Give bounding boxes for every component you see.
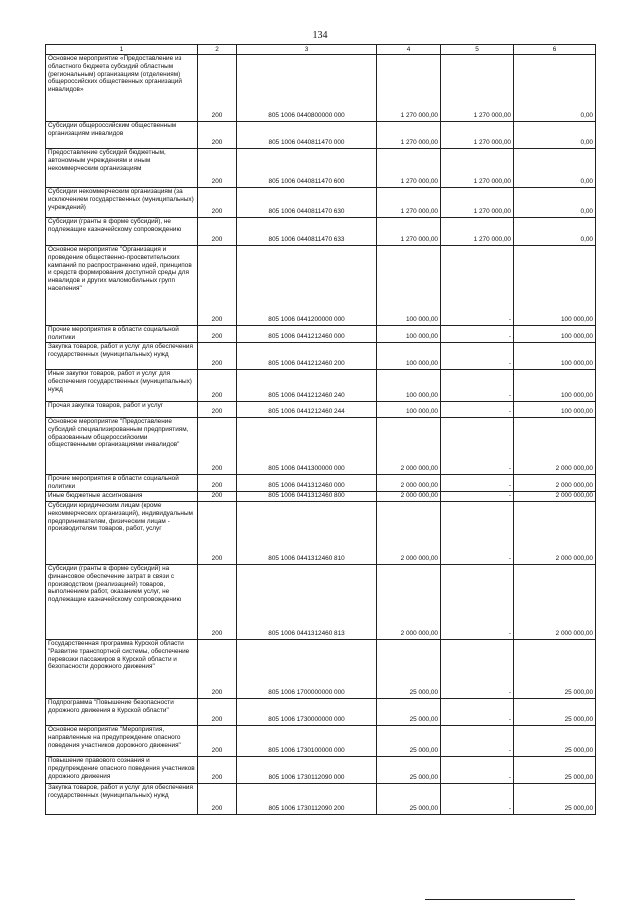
amount-cell: 2 000 000,00 xyxy=(377,475,441,492)
amount-cell: 0,00 xyxy=(514,218,596,246)
table-row xyxy=(46,475,596,492)
row-label: Прочая закупка товаров, работ и услуг xyxy=(46,402,198,418)
row-label: Прочие мероприятия в области социальной политики xyxy=(46,326,198,343)
budget-code-cell: 805 1006 0440811470 633 xyxy=(237,218,377,246)
table-row xyxy=(46,726,596,757)
table-row xyxy=(46,246,596,326)
table-row xyxy=(46,370,596,402)
budget-code-cell: 805 1006 0441312460 800 xyxy=(237,492,377,502)
amount-cell: 0,00 xyxy=(514,55,596,122)
amount-cell: - xyxy=(441,326,514,343)
table-row xyxy=(46,418,596,475)
amount-cell: 25 000,00 xyxy=(377,726,441,757)
row-label: Предоставление субсидий бюджетным, автономным учреждениям и иным некоммерческим организациям xyxy=(46,149,198,188)
column-2-cell: 200 xyxy=(198,757,237,784)
row-label: Субсидии (гранты в форме субсидий) на финансовое обеспечение затрат в связи с производством (реализацией) товаров, выполнением работ, оказанием услуг, не подлежащие казначейскому сопровождению xyxy=(46,565,198,640)
amount-cell: 1 270 000,00 xyxy=(377,188,441,218)
column-2-cell: 200 xyxy=(198,122,237,149)
amount-cell: - xyxy=(441,475,514,492)
row-label: Подпрограмма "Повышение безопасности дорожного движения в Курской области" xyxy=(46,699,198,726)
amount-cell: 25 000,00 xyxy=(514,784,596,815)
column-2-cell: 200 xyxy=(198,565,237,640)
budget-code-cell: 805 1006 0441212460 244 xyxy=(237,402,377,418)
row-label: Субсидии юридическим лицам (кроме некоммерческих организаций), индивидуальным предпринимателям, физическим лицам - производителям товаров, работ, услуг xyxy=(46,502,198,565)
budget-code-cell: 805 1006 1730100000 000 xyxy=(237,726,377,757)
amount-cell: 1 270 000,00 xyxy=(377,122,441,149)
row-label: Иные закупки товаров, работ и услуг для обеспечения государственных (муниципальных) нужд xyxy=(46,370,198,402)
amount-cell: - xyxy=(441,402,514,418)
row-label: Основное мероприятие "Мероприятия, направленные на предупреждение опасного поведения участников дорожного движения" xyxy=(46,726,198,757)
column-2-cell: 200 xyxy=(198,502,237,565)
amount-cell: - xyxy=(441,757,514,784)
row-label: Повышение правового сознания и предупреждение опасного поведения участников дорожного движения xyxy=(46,757,198,784)
budget-code-cell: 805 1006 0441312460 813 xyxy=(237,565,377,640)
amount-cell: 100 000,00 xyxy=(377,326,441,343)
amount-cell: 1 270 000,00 xyxy=(441,122,514,149)
column-2-cell: 200 xyxy=(198,726,237,757)
budget-code-cell: 805 1006 0441200000 000 xyxy=(237,246,377,326)
column-2-cell: 200 xyxy=(198,475,237,492)
budget-code-cell: 805 1006 0441212460 240 xyxy=(237,370,377,402)
row-label: Субсидии общероссийским общественным организациям инвалидов xyxy=(46,122,198,149)
amount-cell: 100 000,00 xyxy=(514,246,596,326)
header-cell: 3 xyxy=(237,45,377,55)
budget-code-cell: 805 1006 0440811470 630 xyxy=(237,188,377,218)
amount-cell: - xyxy=(441,565,514,640)
amount-cell: 1 270 000,00 xyxy=(377,218,441,246)
amount-cell: 25 000,00 xyxy=(514,757,596,784)
column-2-cell: 200 xyxy=(198,343,237,370)
table-row xyxy=(46,343,596,370)
budget-code-cell: 805 1006 0440811470 000 xyxy=(237,122,377,149)
table-row xyxy=(46,565,596,640)
column-2-cell: 200 xyxy=(198,402,237,418)
amount-cell: 25 000,00 xyxy=(377,640,441,699)
budget-code-cell: 805 1006 0440800000 000 xyxy=(237,55,377,122)
amount-cell: 25 000,00 xyxy=(514,699,596,726)
column-2-cell: 200 xyxy=(198,218,237,246)
budget-code-cell: 805 1006 1730112090 000 xyxy=(237,757,377,784)
amount-cell: 100 000,00 xyxy=(377,343,441,370)
table-row xyxy=(46,326,596,343)
budget-code-cell: 805 1006 0441312460 810 xyxy=(237,502,377,565)
row-label: Закупка товаров, работ и услуг для обеспечения государственных (муниципальных) нужд xyxy=(46,343,198,370)
amount-cell: - xyxy=(441,784,514,815)
budget-code-cell: 805 1006 1730112090 200 xyxy=(237,784,377,815)
column-2-cell: 200 xyxy=(198,326,237,343)
page-number: 134 xyxy=(312,30,328,41)
amount-cell: 2 000 000,00 xyxy=(514,418,596,475)
amount-cell: 2 000 000,00 xyxy=(377,418,441,475)
amount-cell: 100 000,00 xyxy=(377,246,441,326)
amount-cell: 2 000 000,00 xyxy=(514,565,596,640)
row-label: Субсидии некоммерческим организациям (за исключением государственных (муниципальных) учреждений) xyxy=(46,188,198,218)
budget-code-cell: 805 1006 0441212460 200 xyxy=(237,343,377,370)
amount-cell: 0,00 xyxy=(514,188,596,218)
column-2-cell: 200 xyxy=(198,784,237,815)
row-label: Прочие мероприятия в области социальной политики xyxy=(46,475,198,492)
row-label: Государственная программа Курской области "Развитие транспортной системы, обеспечение перевозки пассажиров в Курской области и безопасности дорожного движения" xyxy=(46,640,198,699)
column-2-cell: 200 xyxy=(198,149,237,188)
row-label: Основное мероприятие «Предоставление из областного бюджета субсидий областным (региональным) организациям (отделениям) общероссийских общественных организаций инвалидов» xyxy=(46,55,198,122)
column-2-cell: 200 xyxy=(198,492,237,502)
budget-code-cell: 805 1006 1700000000 000 xyxy=(237,640,377,699)
amount-cell: 100 000,00 xyxy=(514,370,596,402)
budget-code-cell: 805 1006 1730000000 000 xyxy=(237,699,377,726)
row-label: Субсидии (гранты в форме субсидий), не подлежащие казначейскому сопровождению xyxy=(46,218,198,246)
row-label: Закупка товаров, работ и услуг для обеспечения государственных (муниципальных) нужд xyxy=(46,784,198,815)
table-row xyxy=(46,122,596,149)
amount-cell: - xyxy=(441,246,514,326)
amount-cell: 2 000 000,00 xyxy=(377,502,441,565)
amount-cell: 2 000 000,00 xyxy=(514,492,596,502)
table-row xyxy=(46,502,596,565)
budget-table xyxy=(45,44,596,815)
amount-cell: 100 000,00 xyxy=(377,402,441,418)
amount-cell: 0,00 xyxy=(514,122,596,149)
amount-cell: 25 000,00 xyxy=(377,699,441,726)
table-row xyxy=(46,640,596,699)
amount-cell: 100 000,00 xyxy=(377,370,441,402)
amount-cell: 0,00 xyxy=(514,149,596,188)
table-row xyxy=(46,149,596,188)
column-2-cell: 200 xyxy=(198,699,237,726)
amount-cell: 1 270 000,00 xyxy=(441,218,514,246)
header-cell: 2 xyxy=(198,45,237,55)
table-row xyxy=(46,55,596,122)
column-2-cell: 200 xyxy=(198,418,237,475)
amount-cell: 1 270 000,00 xyxy=(441,55,514,122)
table-row xyxy=(46,699,596,726)
amount-cell: 1 270 000,00 xyxy=(441,149,514,188)
budget-code-cell: 805 1006 0441212460 000 xyxy=(237,326,377,343)
budget-code-cell: 805 1006 0441312460 000 xyxy=(237,475,377,492)
header-cell: 6 xyxy=(514,45,596,55)
amount-cell: 100 000,00 xyxy=(514,402,596,418)
amount-cell: 1 270 000,00 xyxy=(441,188,514,218)
amount-cell: 2 000 000,00 xyxy=(377,565,441,640)
table-row xyxy=(46,757,596,784)
footer-rule xyxy=(425,899,575,900)
amount-cell: 2 000 000,00 xyxy=(377,492,441,502)
row-label: Основное мероприятие "Организация и проведение общественно-просветительских кампаний по распространению идей, принципов и средств формирования доступной среды для инвалидов и других маломобильных групп населения" xyxy=(46,246,198,326)
header-cell: 1 xyxy=(46,45,198,55)
amount-cell: 100 000,00 xyxy=(514,326,596,343)
table-row xyxy=(46,492,596,502)
amount-cell: 25 000,00 xyxy=(377,784,441,815)
budget-code-cell: 805 1006 0440811470 600 xyxy=(237,149,377,188)
column-2-cell: 200 xyxy=(198,370,237,402)
amount-cell: 2 000 000,00 xyxy=(514,475,596,492)
amount-cell: - xyxy=(441,418,514,475)
table-row xyxy=(46,218,596,246)
column-2-cell: 200 xyxy=(198,55,237,122)
budget-code-cell: 805 1006 0441300000 000 xyxy=(237,418,377,475)
header-cell: 5 xyxy=(441,45,514,55)
row-label: Иные бюджетные ассигнования xyxy=(46,492,198,502)
table-row xyxy=(46,784,596,815)
header-row xyxy=(46,45,596,55)
amount-cell: - xyxy=(441,343,514,370)
amount-cell: - xyxy=(441,492,514,502)
amount-cell: 25 000,00 xyxy=(514,640,596,699)
amount-cell: 1 270 000,00 xyxy=(377,55,441,122)
column-2-cell: 200 xyxy=(198,246,237,326)
column-2-cell: 200 xyxy=(198,640,237,699)
amount-cell: 25 000,00 xyxy=(514,726,596,757)
amount-cell: 1 270 000,00 xyxy=(377,149,441,188)
column-2-cell: 200 xyxy=(198,188,237,218)
amount-cell: - xyxy=(441,726,514,757)
table-row xyxy=(46,402,596,418)
amount-cell: - xyxy=(441,640,514,699)
amount-cell: 2 000 000,00 xyxy=(514,502,596,565)
amount-cell: 100 000,00 xyxy=(514,343,596,370)
amount-cell: - xyxy=(441,502,514,565)
header-cell: 4 xyxy=(377,45,441,55)
amount-cell: - xyxy=(441,370,514,402)
table-row xyxy=(46,188,596,218)
amount-cell: 25 000,00 xyxy=(377,757,441,784)
row-label: Основное мероприятие "Предоставление субсидий специализированным предприятиям, образованным общероссийскими общественными организациями инвалидов" xyxy=(46,418,198,475)
amount-cell: - xyxy=(441,699,514,726)
